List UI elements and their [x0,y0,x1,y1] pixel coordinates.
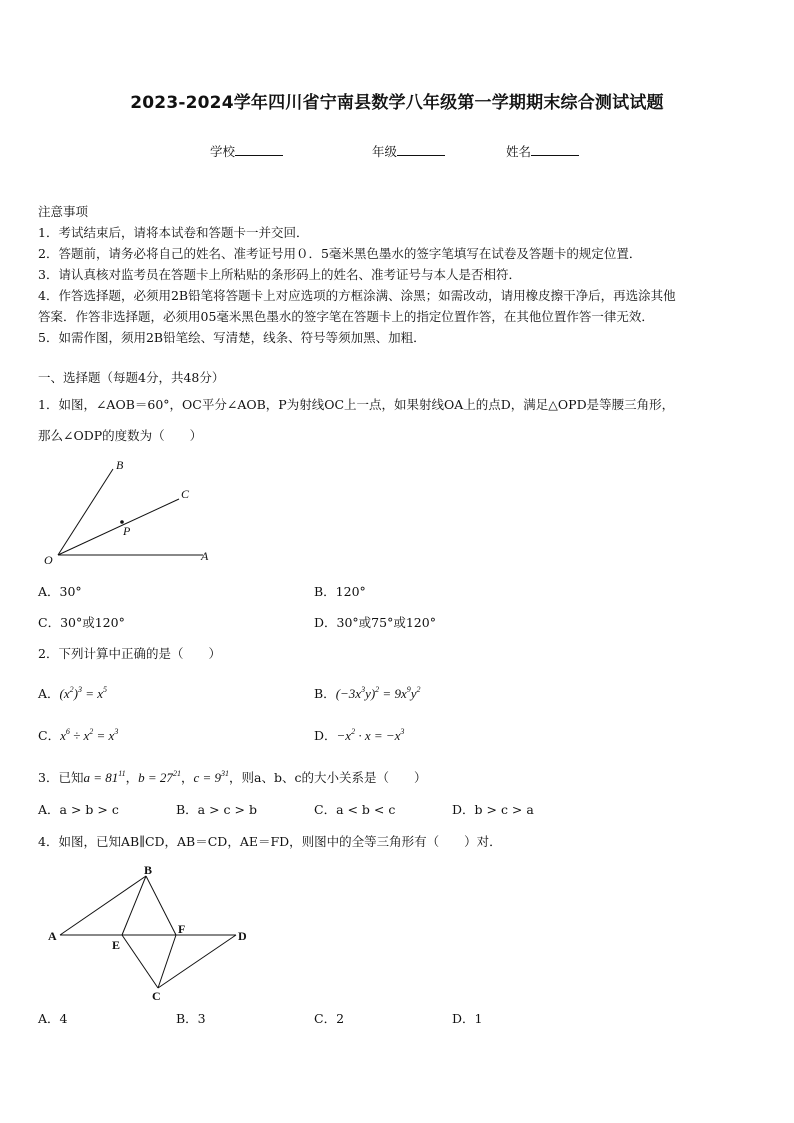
q2-option-d[interactable]: D．$-x^2 \cdot x = -x^3$ [314,727,405,743]
segment-fc [158,935,176,988]
q4-option-c[interactable]: C．2 [314,1011,345,1026]
q3-option-c[interactable]: C．a < b < c [314,802,396,817]
segment-ec [122,935,158,988]
grade-label: 年级 [372,144,398,159]
q3-option-b[interactable]: B．a > c > b [176,802,257,817]
q4-option-a[interactable]: A．4 [38,1011,68,1026]
note-item: 答案．作答非选择题，必须用05毫米黑色墨水的签字笔在答题卡上的指定位置作答，在其他位置作答一律无效． [38,309,654,324]
page-title: 2023-2024学年四川省宁南县数学八年级第一学期期末综合测试试题 [130,93,664,113]
q1-option-c[interactable]: C．30°或120° [38,615,125,630]
note-item: 4．作答选择题，必须用2B铅笔将答题卡上对应选项的方框涂满、涂黑；如需改动，请用橡皮擦干净后，再选涂其他 [38,288,676,303]
segment-ab [60,876,146,935]
q3-option-a[interactable]: A．a > b > c [38,802,119,817]
section-heading: 一、选择题（每题4分，共48分） [38,370,225,385]
note-item: 5．如需作图，须用2B铅笔绘、写清楚，线条、符号等须加黑、加粗． [38,330,426,345]
q2-stem: 2．下列计算中正确的是（ ） [38,646,221,661]
note-item: 3．请认真核对监考员在答题卡上所粘贴的条形码上的姓名、准考证号与本人是否相符． [38,267,521,282]
q4-stem: 4．如图，已知AB∥CD，AB＝CD，AE＝FD，则图中的全等三角形有（ ）对． [38,834,502,849]
q1-option-d[interactable]: D．30°或75°或120° [314,615,436,630]
segment-bf [146,876,176,935]
q1-option-b[interactable]: B．120° [314,584,366,599]
q1-stem-line1: 1．如图，∠AOB＝60°，OC平分∠AOB，P为射线OC上一点，如果射线OA上的点D，满足△OPD是等腰三角形， [38,397,675,412]
label-a: A [48,929,57,943]
school-field[interactable] [210,143,283,160]
label-o: O [44,553,53,567]
segment-cd [158,935,236,988]
label-p: P [123,524,131,538]
label-c: C [181,487,190,501]
q1-angle-diagram [36,452,226,572]
note-item: 2．答题前，请务必将自己的姓名、准考证号用０．5毫米黑色墨水的签字笔填写在试卷及答题卡的规定位置． [38,246,642,261]
label-c: C [152,989,161,1003]
q1-stem-line2: 那么∠ODP的度数为（ ） [38,428,203,443]
name-label: 姓名 [506,144,532,159]
q2-option-a[interactable]: A．$(x^2)^3 = x^5$ [38,685,108,701]
school-label: 学校 [210,144,236,159]
segment-be [122,876,146,935]
label-a: A [201,549,209,563]
q3-stem: 3．已知$a = 81^{11}$，$b = 27^{21}$，$c = 9^{31}$，则a、b、c的大小关系是（ ） [38,769,427,785]
label-f: F [178,922,186,936]
q2-option-c[interactable]: C．$x^6 \div x^2 = x^3$ [38,727,119,743]
q4-option-d[interactable]: D．1 [452,1011,483,1026]
grade-field[interactable] [372,143,445,160]
label-b: B [144,864,153,877]
q4-option-b[interactable]: B．3 [176,1011,206,1026]
name-field[interactable] [506,143,579,160]
q3-option-d[interactable]: D．b > c > a [452,802,534,817]
q4-triangle-diagram [40,864,260,1004]
label-e: E [112,938,121,952]
notes-heading: 注意事项 [38,204,89,219]
label-d: D [238,929,247,943]
q2-option-b[interactable]: B．$(-3x^3y)^2 = 9x^9y^2$ [314,685,421,701]
q1-option-a[interactable]: A．30° [38,584,82,599]
label-b: B [116,458,124,472]
note-item: 1．考试结束后，请将本试卷和答题卡一并交回． [38,225,309,240]
